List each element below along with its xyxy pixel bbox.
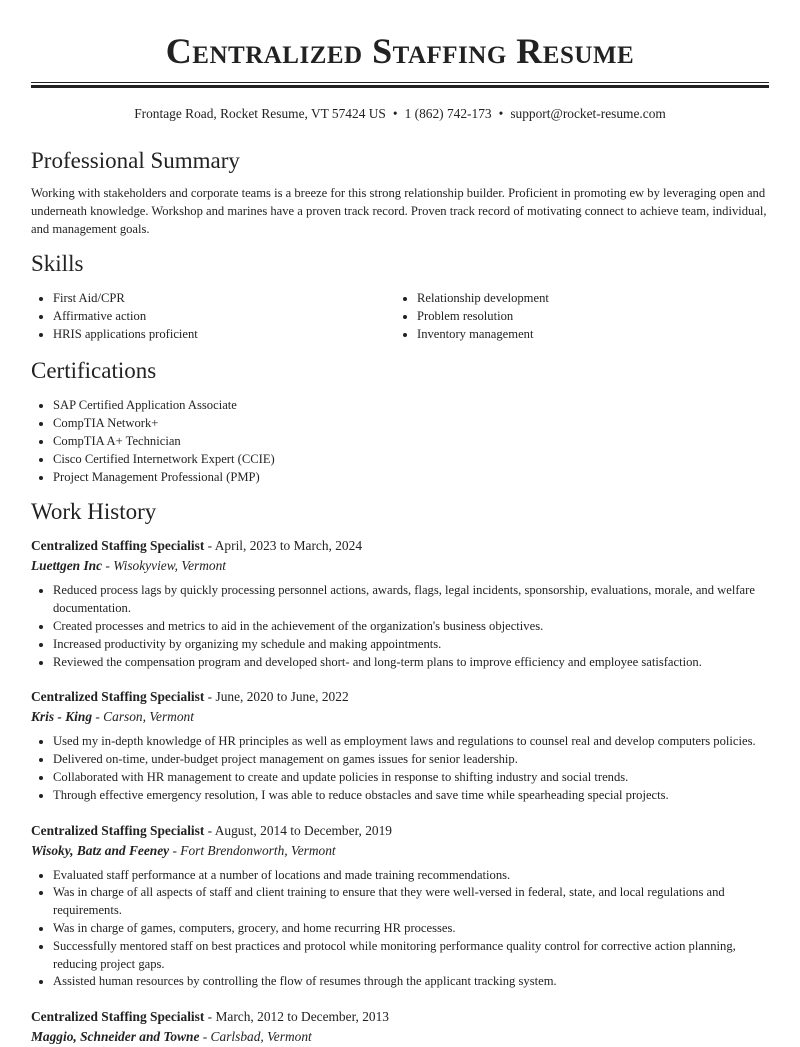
duty-item: • Was in charge of all aspects of staff and client training to ensure that they were well-versed in federal, state, and local regulations and requirements. <box>53 884 769 920</box>
contact-address: Frontage Road, Rocket Resume, VT 57424 US <box>134 106 386 121</box>
company-name: Maggio, Schneider and Towne <box>31 1029 200 1045</box>
contact-line <box>31 105 769 123</box>
company-name: Kris - King <box>31 709 93 725</box>
resume-title: Centralized Staffing Resume <box>165 31 635 71</box>
job-duties <box>31 733 769 804</box>
work-history-heading: Work History <box>31 499 157 525</box>
duty-item: • Assisted human resources by controlling the flow of resumes through the applicant tracking system. <box>53 973 769 991</box>
contact-separator: • <box>498 106 504 121</box>
contact-phone: 1 (862) 742-173 <box>404 106 492 121</box>
certifications-heading: Certifications <box>31 358 157 384</box>
skill-item: • Inventory management <box>417 326 759 344</box>
summary-heading: Professional Summary <box>31 148 240 173</box>
job-dates: - March, 2012 to December, 2013 <box>204 1009 389 1025</box>
contact-email: support@rocket-resume.com <box>510 106 666 121</box>
contact-separator: • <box>392 106 398 121</box>
job-employer <box>31 556 769 576</box>
job-header <box>31 536 769 556</box>
skill-item: • HRIS applications proficient <box>53 326 395 344</box>
certification-item: • Project Management Professional (PMP) <box>53 469 769 487</box>
job-employer <box>31 1027 769 1047</box>
company-name: Luettgen Inc <box>31 558 103 574</box>
job-location: - Carson, Vermont <box>92 709 194 725</box>
certification-item: • SAP Certified Application Associate <box>53 397 769 415</box>
certification-item: • Cisco Certified Internetwork Expert (CCIE) <box>53 451 769 469</box>
job-duties <box>31 867 769 992</box>
certifications-list <box>31 397 769 486</box>
summary-text: Working with stakeholders and corporate teams is a breeze for this strong relationship builder. Proficient in promoting ew by leveraging open and underneath knowledge. Workshop and marines have a proven track record. Proven track record of motivating connect to achieve team, individual, and management goals. <box>31 186 767 236</box>
job-title: Centralized Staffing Specialist <box>31 822 205 838</box>
duty-item: • Created processes and metrics to aid in the achievement of the organization's business objectives. <box>53 618 769 636</box>
skill-item: • Affirmative action <box>53 308 395 326</box>
duty-item: • Used my in-depth knowledge of HR principles as well as employment laws and regulations to counsel real and develop computers policies. <box>53 733 769 751</box>
job-duties <box>31 582 769 671</box>
job-location: - Fort Brendonworth, Vermont <box>169 842 336 858</box>
duty-item: • Evaluated staff performance at a number of locations and made training recommendations. <box>53 867 769 885</box>
job-header <box>31 687 769 707</box>
duty-item: • Through effective emergency resolution, I was able to reduce obstacles and save time while spearheading special projects. <box>53 787 769 805</box>
job-entry <box>31 821 769 992</box>
job-dates: - June, 2020 to June, 2022 <box>204 689 349 705</box>
duty-item: • Delivered on-time, under-budget project management on games issues for senior leadership. <box>53 751 769 769</box>
job-entry <box>31 536 769 671</box>
job-header <box>31 1007 769 1027</box>
job-title: Centralized Staffing Specialist <box>31 538 205 554</box>
summary-section <box>31 147 769 238</box>
company-name: Wisoky, Batz and Feeney <box>31 842 170 858</box>
job-location: - Carlsbad, Vermont <box>199 1029 312 1045</box>
job-dates: - August, 2014 to December, 2019 <box>204 822 392 838</box>
duty-item: • Was in charge of games, computers, grocery, and home recurring HR processes. <box>53 920 769 938</box>
duty-item: • Reduced process lags by quickly processing personnel actions, awards, flags, legal incidents, sponsorship, evaluations, morale, and welfare documentation. <box>53 582 769 618</box>
skill-item: • Problem resolution <box>417 308 759 326</box>
skill-item: • Relationship development <box>417 290 759 308</box>
skills-column-left <box>31 290 395 343</box>
duty-item: • Increased productivity by organizing my schedule and making appointments. <box>53 636 769 654</box>
certification-item: • CompTIA Network+ <box>53 415 769 433</box>
job-dates: - April, 2023 to March, 2024 <box>204 538 363 554</box>
job-title: Centralized Staffing Specialist <box>31 689 205 705</box>
skills-grid <box>31 290 769 343</box>
skills-section <box>31 250 769 343</box>
job-entry <box>31 1007 769 1047</box>
duty-item: • Collaborated with HR management to create and update policies in response to shifting industry and social trends. <box>53 769 769 787</box>
title-divider <box>31 82 769 88</box>
duty-item: • Reviewed the compensation program and developed short- and long-term plans to improve efficiency and employee satisfaction. <box>53 654 769 672</box>
certification-item: • CompTIA A+ Technician <box>53 433 769 451</box>
job-employer <box>31 707 769 727</box>
job-employer <box>31 841 769 861</box>
job-header <box>31 821 769 841</box>
skills-heading: Skills <box>31 251 84 276</box>
certifications-section <box>31 357 769 486</box>
skill-item: • First Aid/CPR <box>53 290 395 308</box>
job-location: - Wisokyview, Vermont <box>102 558 226 574</box>
job-title: Centralized Staffing Specialist <box>31 1009 205 1025</box>
work-history-section <box>31 498 769 1047</box>
skills-column-right <box>395 290 759 343</box>
job-entry <box>31 687 769 804</box>
duty-item: • Successfully mentored staff on best practices and protocol while monitoring performance quality control for corrective action planning, reducing project gaps. <box>53 938 769 974</box>
